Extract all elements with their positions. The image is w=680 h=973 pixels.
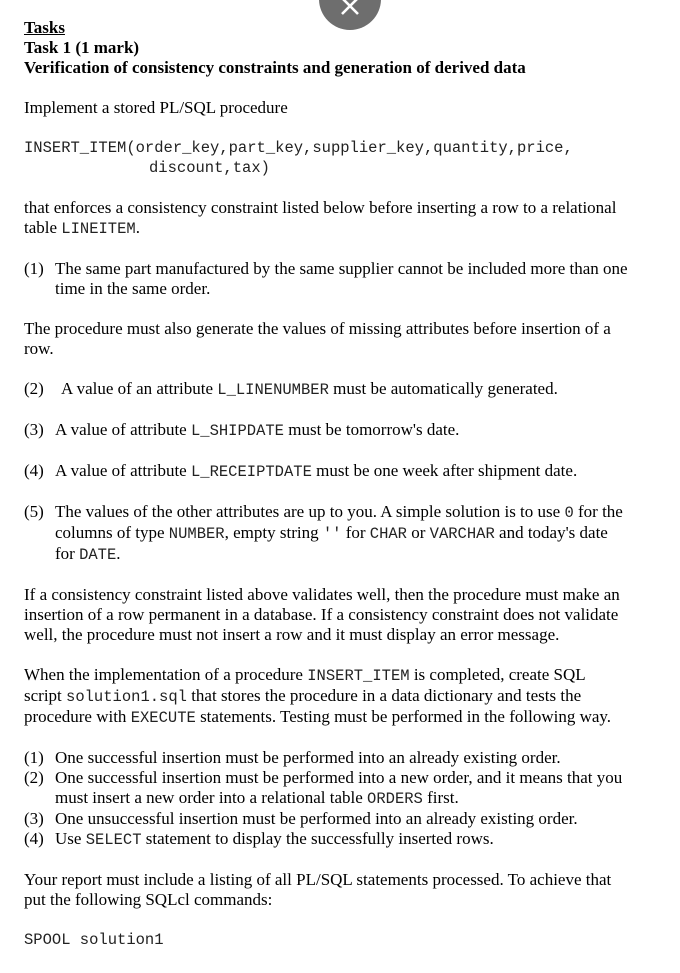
validate-line-1: If a consistency constraint listed above validates well, then the procedure must make an bbox=[24, 585, 620, 604]
rule-4: (4) A value of attribute L_RECEIPTDATE must be one week after shipment date. bbox=[24, 461, 578, 481]
signature-line-1: INSERT_ITEM(order_key,part_key,supplier_key,quantity,price, bbox=[24, 139, 573, 157]
implementation-line-3: procedure with EXECUTE statements. Testing must be performed in the following way. bbox=[24, 707, 612, 727]
generate-line-2: row. bbox=[24, 339, 54, 358]
validate-line-3: well, the procedure must not insert a row and it must display an error message. bbox=[24, 625, 560, 644]
report-line-1: Your report must include a listing of all PL/SQL statements processed. To achieve that bbox=[24, 870, 612, 889]
constraint-1: (1) The same part manufactured by the same supplier cannot be included more than one time in the same order. bbox=[24, 259, 628, 298]
task-title: Task 1 (1 mark) bbox=[24, 38, 140, 57]
signature-line-2: discount,tax) bbox=[149, 159, 270, 177]
test-4: (4) Use SELECT statement to display the successfully inserted rows. bbox=[24, 829, 494, 849]
rule-3: (3) A value of attribute L_SHIPDATE must be tomorrow's date. bbox=[24, 420, 460, 440]
validate-line-2: insertion of a row permanent in a database. If a consistency constraint does not validate bbox=[24, 605, 619, 624]
intro-text: Implement a stored PL/SQL procedure bbox=[24, 98, 288, 117]
test-2: (2) One successful insertion must be performed into a new order, and it means that you must insert a new order into a relational table ORDERS first. bbox=[24, 768, 623, 808]
table-name-lineitem: LINEITEM bbox=[61, 220, 136, 238]
rule-5: (5) The values of the other attributes are up to you. A simple solution is to use 0 for the columns of type NUMBER, empty string '' for CHAR or VARCHAR and today's date for DATE. bbox=[24, 502, 623, 564]
spool-command: SPOOL solution1 bbox=[24, 931, 164, 949]
tasks-heading: Tasks bbox=[24, 18, 65, 37]
test-3: (3) One unsuccessful insertion must be performed into an already existing order. bbox=[24, 809, 578, 828]
implementation-line-1: When the implementation of a procedure INSERT_ITEM is completed, create SQL bbox=[24, 665, 586, 685]
generate-line-1: The procedure must also generate the values of missing attributes before insertion of a bbox=[24, 319, 611, 338]
rule-2: (2) A value of an attribute L_LINENUMBER must be automatically generated. bbox=[24, 379, 558, 399]
document bbox=[24, 18, 656, 950]
test-1: (1) One successful insertion must be performed into an already existing order. bbox=[24, 748, 561, 767]
report-line-2: put the following SQLcl commands: bbox=[24, 890, 273, 909]
implementation-line-2: script solution1.sql that stores the procedure in a data dictionary and tests the bbox=[24, 686, 582, 706]
enforce-line-1: that enforces a consistency constraint listed below before inserting a row to a relational bbox=[24, 198, 617, 217]
enforce-line-2: table LINEITEM. bbox=[24, 218, 140, 238]
task-subtitle: Verification of consistency constraints and generation of derived data bbox=[24, 58, 526, 77]
